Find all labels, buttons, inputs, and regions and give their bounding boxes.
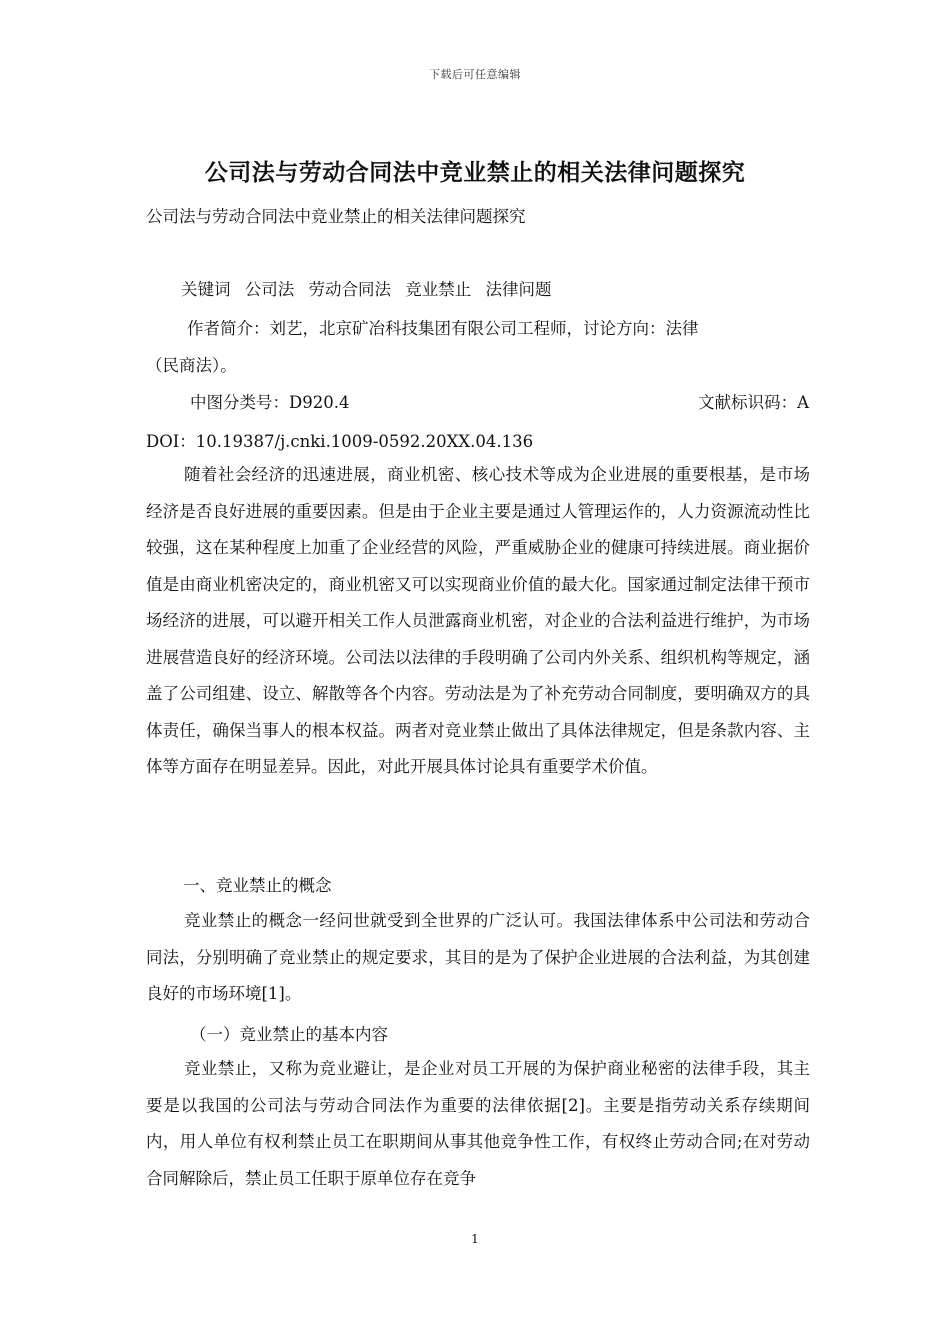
body-paragraph-concept: 竞业禁止的概念一经问世就受到全世界的广泛认可。我国法律体系中公司法和劳动合同法，分别明确了竞业禁止的规定要求，其目的是为了保护企业进展的合法利益，为其创建良好的市场环境[1]。 (146, 911, 810, 1003)
document-subtitle: 公司法与劳动合同法中竞业禁止的相关法律问题探究 (146, 207, 526, 226)
keyword-item: 公司法 (244, 280, 295, 299)
clc-number: 中图分类号：D920.4 (190, 393, 350, 412)
page-number: 1 (471, 1232, 479, 1246)
section-heading-1: 一、竞业禁止的概念 (183, 876, 332, 895)
keyword-item: 竞业禁止 (405, 280, 472, 299)
keyword-item: 法律问题 (485, 280, 552, 299)
classification-line (190, 389, 809, 413)
author-intro-line-2: （民商法）。 (146, 356, 237, 375)
keywords-label: 关键词 (181, 280, 231, 299)
subsection-heading-1: （一）竞业禁止的基本内容 (190, 1025, 388, 1044)
body-paragraph-intro: 随着社会经济的迅速进展，商业机密、核心技术等成为企业进展的重要根基，是市场经济是否良好进展的重要因素。但是由于企业主要是通过人管理运作的，人力资源流动性比较强，这在某种程度上加重了企业经营的风险，严重威胁企业的健康可持续进展。商业据价值是由商业机密决定的，商业机密又可以实现商业价值的最大化。国家通过制定法律干预市场经济的进展，可以避开相关工作人员泄露商业机密，对企业的合法利益进行维护，为市场进展营造良好的经济环境。公司法以法律的手段明确了公司内外关系、组织机构等规定，涵盖了公司组建、设立、解散等各个内容。劳动法是为了补充劳动合同制度，要明确双方的具体责任，确保当事人的根本权益。两者对竞业禁止做出了具体法律规定，但是条款内容、主体等方面存在明显差异。因此，对此开展具体讨论具有重要学术价值。 (146, 465, 810, 776)
document-title: 公司法与劳动合同法中竞业禁止的相关法律问题探究 (204, 159, 746, 186)
keyword-item: 劳动合同法 (308, 280, 391, 299)
document-code: 文献标识码：A (698, 393, 809, 412)
keywords-line (181, 276, 845, 300)
header-note: 下载后可任意编辑 (429, 68, 521, 81)
body-paragraph-basic-content: 竞业禁止，又称为竞业避让，是企业对员工开展的为保护商业秘密的法律手段，其主要是以我国的公司法与劳动合同法作为重要的法律依据[2]。主要是指劳动关系存续期间内，用人单位有权利禁止员工在职期间从事其他竞争性工作，有权终止劳动合同;在对劳动合同解除后，禁止员工任职于原单位存在竞争 (146, 1059, 810, 1188)
author-intro-line-1: 作者简介：刘艺，北京矿冶科技集团有限公司工程师，讨论方向：法律 (187, 319, 699, 338)
doi-line: DOI：10.19387/j.cnki.1009-0592.20XX.04.136 (146, 432, 534, 451)
